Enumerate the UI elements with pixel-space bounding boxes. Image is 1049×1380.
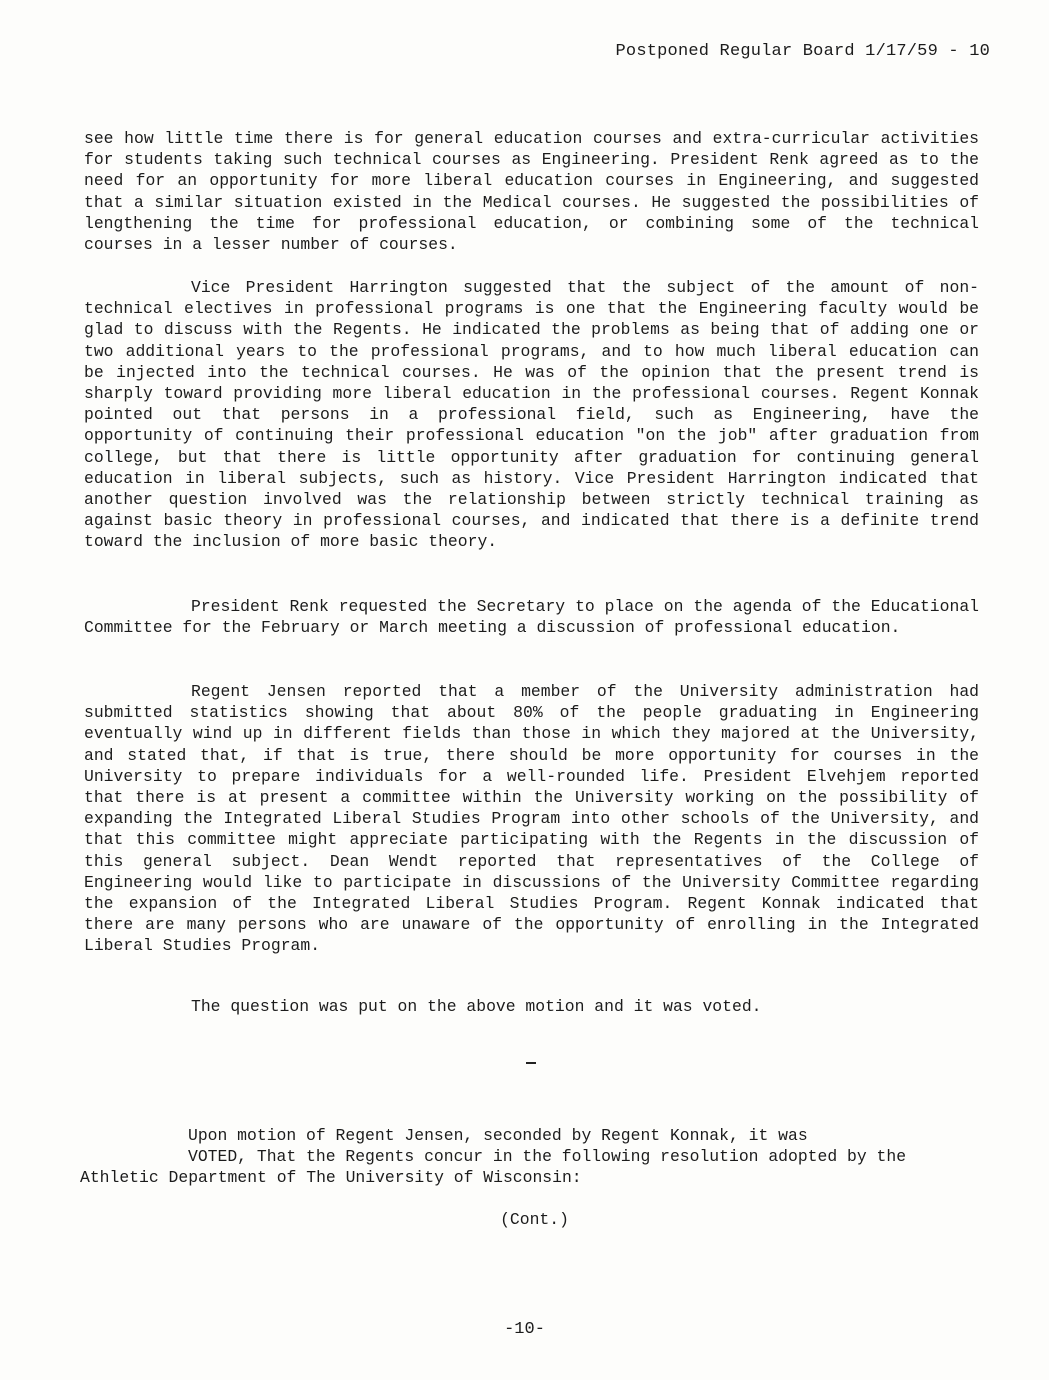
motion-line-1: Upon motion of Regent Jensen, seconded by Regent Konnak, it was [188, 1126, 808, 1145]
page-number: -10- [504, 1320, 545, 1339]
running-header: Postponed Regular Board 1/17/59 - 10 [615, 42, 990, 61]
motion-paragraph [80, 1125, 960, 1189]
paragraph-renk-request: President Renk requested the Secretary to place on the agenda of the Educational Committee for the February or March meeting a discussion of professional education. [84, 597, 979, 638]
continued-marker: (Cont.) [500, 1210, 569, 1229]
section-separator [526, 1062, 536, 1064]
paragraph-jensen-report: Regent Jensen reported that a member of the University administration had submitted statistics showing that about 80% of the people graduating in Engineering eventually wind up in different fields than those in which they majored at the University, and stated that, if that is true, there should be more opportunity for courses in the University to prepare individuals for a well-rounded life. President Elvehjem reported that there is at present a committee within the University working on the possibility of expanding the Integrated Liberal Studies Program into other schools of the University, and that this committee might appreciate participating with the Regents in the discussion of this general subject. Dean Wendt reported that representatives of the College of Engineering would like to participate in discussions of the University Committee regarding the expansion of the Integrated Liberal Studies Program. Regent Konnak indicated that there are many persons who are unaware of the opportunity of enrolling in the Integrated Liberal Studies Program. [84, 682, 979, 956]
motion-line-2: VOTED, That the Regents concur in the following resolution adopted by the [188, 1147, 907, 1167]
paragraph-vote: The question was put on the above motion and it was voted. [191, 997, 762, 1016]
motion-line-3: Athletic Department of The University of Wisconsin: [80, 1168, 582, 1188]
paragraph-harrington: Vice President Harrington suggested that the subject of the amount of non-technical electives in professional programs is one that the Engineering faculty would be glad to discuss with the Regents. He indicated the problems as being that of adding one or two additional years to the professional programs, and to how much liberal education can be injected into the technical courses. He was of the opinion that the present trend is sharply toward providing more liberal education in the professional courses. Regent Konnak pointed out that persons in a professional field, such as Engineering, have the opportunity of continuing their professional education "on the job" after graduation from college, but that there is little opportunity after graduation for continuing general education in liberal subjects, such as history. Vice President Harrington indicated that another question involved was the relationship between strictly technical training as against basic theory in professional courses, and indicated that there is a definite trend toward the inclusion of more basic theory. [84, 278, 979, 552]
paragraph-continuation: see how little time there is for general education courses and extra-curricular activities for students taking such technical courses as Engineering. President Renk agreed as to the need for an opportunity for more liberal education courses in Engineering, and suggested that a similar situation existed in the Medical courses. He suggested the possibilities of lengthening the time for professional education, or combining some of the technical courses in a lesser number of courses. [84, 129, 979, 255]
